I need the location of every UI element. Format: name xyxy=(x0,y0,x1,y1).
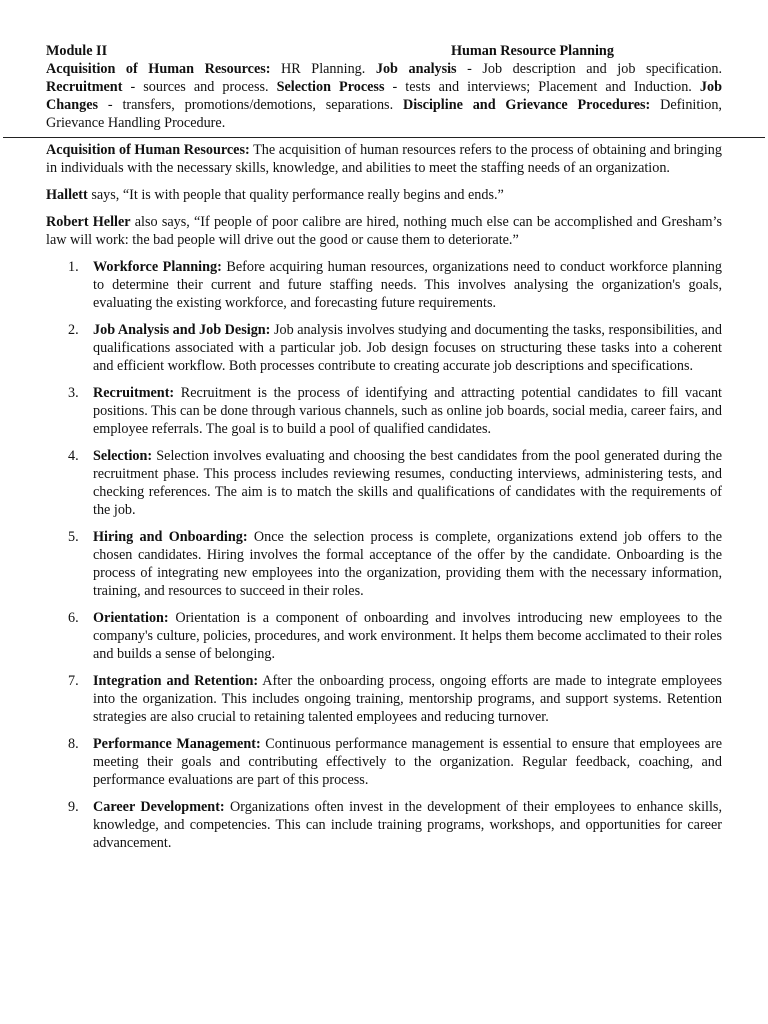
item-text: Recruitment is the process of identifying and attracting potential candidates to fill vacant positions. This can be done through various channels, such as online job boards, social media, career fairs, and employee referrals. The goal is to build a pool of qualified candidates. xyxy=(93,385,722,437)
syllabus-topic: Discipline and Grievance Procedures: xyxy=(402,97,651,113)
syllabus-line-3 xyxy=(46,96,722,114)
syllabus-topic: Job xyxy=(699,79,722,95)
item-title: Career Development: xyxy=(93,799,225,815)
list-item xyxy=(46,798,722,852)
syllabus-topic: Acquisition of Human Resources: xyxy=(46,61,271,77)
item-text: Organizations often invest in the development of their employees to enhance skills, knowledge, and competencies. This can include training programs, workshops, and opportunities for career advancement. xyxy=(93,799,722,851)
item-text: Orientation is a component of onboarding and involves introducing new employees to the company's culture, policies, procedures, and work environment. It helps them become acclimated to their roles and builds a sense of belonging. xyxy=(93,610,722,662)
list-item xyxy=(46,384,722,438)
syllabus-topic: Recruitment xyxy=(46,79,123,95)
main-content xyxy=(46,141,722,861)
quote-paragraph xyxy=(46,186,722,204)
acquisition-steps-list xyxy=(46,258,722,852)
syllabus-text: Grievance Handling Procedure. xyxy=(46,115,226,131)
item-text: Before acquiring human resources, organizations need to conduct workforce planning to determine their current and future staffing needs. This involves analysing the organization's goals, evaluating the existing workforce, and forecasting future requirements. xyxy=(93,259,722,311)
syllabus-text: - transfers, promotions/demotions, separations. xyxy=(98,97,403,113)
syllabus-topic: Job analysis xyxy=(375,61,457,77)
list-item xyxy=(46,447,722,519)
list-number: 8. xyxy=(68,736,79,752)
item-title: Job Analysis and Job Design: xyxy=(93,322,271,338)
module-title: Human Resource Planning xyxy=(451,43,614,59)
item-text: Continuous performance management is essential to ensure that employees are meeting their goals and contributing effectively to the organization. Regular feedback, coaching, and performance evaluations are part of this process. xyxy=(93,736,723,788)
syllabus-line-1 xyxy=(46,60,722,78)
syllabus-text: HR Planning. xyxy=(270,61,376,77)
syllabus-text: Definition, xyxy=(650,97,722,113)
quote-author: Robert Heller xyxy=(46,214,131,230)
quote-author: Hallett xyxy=(46,187,88,203)
list-number: 5. xyxy=(68,529,79,545)
module-title-row xyxy=(46,42,722,60)
syllabus-topic: Changes xyxy=(46,97,99,113)
list-item xyxy=(46,735,722,789)
item-title: Integration and Retention: xyxy=(93,673,259,689)
list-item xyxy=(46,528,722,600)
intro-text: The acquisition of human resources refers to the process of obtaining and bringing in individuals with the necessary skills, knowledge, and abilities to meet the staffing needs of an organization. xyxy=(46,142,722,176)
syllabus-header xyxy=(46,42,722,132)
item-title: Orientation: xyxy=(93,610,169,626)
list-number: 3. xyxy=(68,385,79,401)
item-title: Selection: xyxy=(93,448,153,464)
intro-paragraph xyxy=(46,141,722,177)
item-title: Workforce Planning: xyxy=(93,259,222,275)
syllabus-line-4 xyxy=(46,114,722,132)
list-item xyxy=(46,609,722,663)
quote-text: also says, “If people of poor calibre are hired, nothing much else can be accomplished and Gresham’s law will work: the bad people will drive out the good or cause them to deteriorate.” xyxy=(46,214,722,248)
intro-heading: Acquisition of Human Resources: xyxy=(46,142,250,158)
list-number: 6. xyxy=(68,610,79,626)
item-title: Hiring and Onboarding: xyxy=(93,529,248,545)
list-number: 9. xyxy=(68,799,79,815)
syllabus-line-2 xyxy=(46,78,722,96)
item-title: Performance Management: xyxy=(93,736,261,752)
horizontal-divider xyxy=(3,137,765,138)
list-number: 2. xyxy=(68,322,79,338)
quote-text: says, “It is with people that quality performance really begins and ends.” xyxy=(87,187,504,203)
syllabus-text: - Job description and job specification. xyxy=(456,61,722,77)
syllabus-text: - tests and interviews; Placement and Induction. xyxy=(384,79,700,95)
syllabus-topic: Selection Process xyxy=(276,79,385,95)
module-label: Module II xyxy=(46,43,108,59)
item-text: Selection involves evaluating and choosing the best candidates from the pool generated during the recruitment phase. This process includes reviewing resumes, conducting interviews, administering tests, and checking references. The aim is to match the skills and qualifications of candidates with the requirements of the job. xyxy=(93,448,722,518)
syllabus-text: - sources and process. xyxy=(122,79,277,95)
list-number: 1. xyxy=(68,259,79,275)
item-text: Once the selection process is complete, organizations extend job offers to the chosen candidates. Hiring involves the formal acceptance of the offer by the candidate. Onboarding is the process of integrating new employees into the organization, providing them with the necessary information, training, and resources to succeed in their roles. xyxy=(93,529,722,599)
item-text: After the onboarding process, ongoing efforts are made to integrate employees into the organization. This includes ongoing training, mentorship programs, and support systems. Retention strategies are also crucial to retaining talented employees and reducing turnover. xyxy=(93,673,722,725)
item-text: Job analysis involves studying and documenting the tasks, responsibilities, and qualifications associated with a particular job. Job design focuses on structuring these tasks into a coherent and efficient workflow. Both processes contribute to creating accurate job descriptions and specifications. xyxy=(93,322,722,374)
quote-paragraph xyxy=(46,213,722,249)
list-item xyxy=(46,258,722,312)
list-item xyxy=(46,321,722,375)
item-title: Recruitment: xyxy=(93,385,175,401)
list-number: 4. xyxy=(68,448,79,464)
list-number: 7. xyxy=(68,673,79,689)
list-item xyxy=(46,672,722,726)
